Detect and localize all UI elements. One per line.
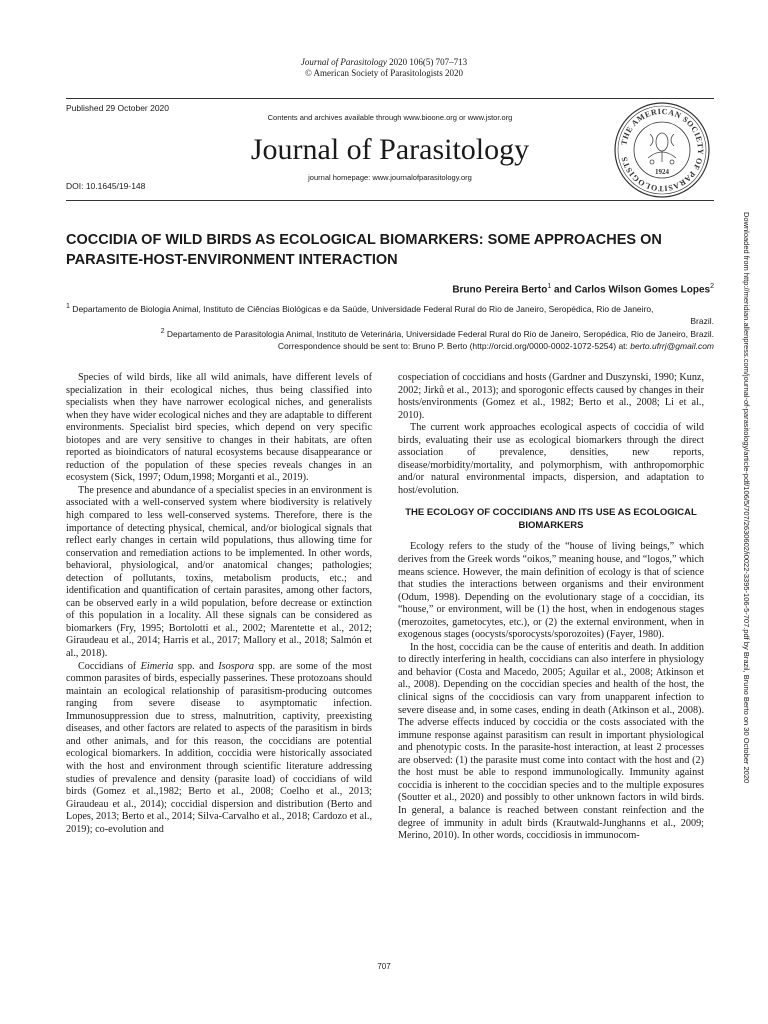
author-1: Bruno Pereira Berto — [452, 284, 548, 296]
seal-year: 1924 — [655, 168, 669, 176]
affiliation-1-mark: 1 — [66, 302, 70, 310]
author-2-affil-mark: 2 — [710, 283, 714, 290]
svg-text:THE AMERICAN SOCIETY OF PARASI — [619, 107, 705, 193]
affiliation-1 — [66, 300, 714, 327]
journal-citation — [0, 57, 768, 79]
seal-ring-text: THE AMERICAN SOCIETY OF PARASITOLOGISTS — [619, 106, 706, 194]
header-rule-bottom — [66, 200, 714, 201]
author-1-affil-mark: 1 — [547, 283, 552, 290]
paragraph: In the host, coccidia can be the cause of enteritis and death. In addition to directly interfering in health, coccidians can also interfere in physiology and behavior (Costa and Macedo, 2005; Aguilar et al., 2008; Atkinson et al., 2008). Depending on the coccidian species and health of the host, the clinical signs of the coccidiosis can vary from unapparent infection to severe disease and, in some cases, ending in death (Atkinson et al., 2008). The adverse effects induced by coccidia or the costs associated with the immune response against parasitism can result in important physiological and phenotypic costs. In the parasite-host interaction, at least 2 processes are observed: (1) the parasite must come into contact with the host and (2) the host must be able to respond immunologically. Immunity against coccidia is inherent to the coccidian species and to the multiple exposures (Soutter et al., 2020) and possibly to other unknown factors in wild birds. In general, a balance is reached between constant reinfection and the degree of immunity in adult birds (Krautwald-Junghanns et al., 2009; Merino, 2010). In other words, coccidiosis in immunocom- — [398, 641, 704, 842]
correspondence-line — [66, 340, 714, 352]
paragraph-text: Coccidians of — [78, 660, 141, 672]
genus-eimeria: Eimeria — [140, 660, 174, 672]
correspondence-email[interactable]: berto.ufrrj@gmail.com — [630, 340, 714, 351]
copyright-line: © American Society of Parasitologists 2020 — [304, 68, 464, 78]
paragraph: The current work approaches ecological aspects of coccidia of wild birds, evaluating their use as ecological biomarkers through the direct association of prevalence, densities, new reports, disease/morbidity/mortality, and polymorphism, with anthropomorphic and/or natural environmental impacts, dispersion, and adaptation to host/evolution. — [398, 422, 704, 496]
paragraph — [66, 661, 372, 837]
section-heading: THE ECOLOGY OF COCCIDIANS AND ITS USE AS ECOLOGICAL BIOMARKERS — [405, 507, 697, 532]
affiliation-1-line2: Brazil. — [690, 315, 714, 326]
affiliation-2-text: Departamento de Parasitologia Animal, Instituto de Veterinária, Universidade Federal Rural do Rio de Janeiro, Seropédica, Rio de Janeiro, Brazil. — [164, 328, 714, 339]
paragraph-text: spp. are some of the most common parasites of birds, especially passerines. These protozoans should maintain an ecological relationship of parasitism-producing outcomes ranging from severe disease to asymptomatic infection. Immunosuppression due to stress, malnutrition, captivity, preexisting diseases, and other factors are related to aspects of the parasitism in birds and other animals, and for this reason, the coccidians are potential ecological biomarkers. In addition, coccidia were historically associated with the host and environment through scientific literature addressing studies of prevalence and density (parasite load) of coccidians of wild birds (Gomez et al.,1982; Berto et al., 2008; Coelho et al., 2013; Giraudeau et al., 2014); coccidial dispersion and distribution (Berto and Lopes, 2013; Berto et al., 2014; Silva-Carvalho et al., 2018; Cardozo et al., 2019); co-evolution and — [66, 660, 372, 835]
paragraph: cospeciation of coccidians and hosts (Gardner and Duszynski, 1990; Kunz, 2002; Jirků et al., 2013); and sporogonic effects caused by changes in their hosts/environments (Gomez et al., 1982; Berto et al., 2008; Li et al., 2010). — [398, 372, 704, 421]
affiliation-2-mark: 2 — [160, 327, 165, 335]
paragraph: Ecology refers to the study of the “house of living beings,” which derives from the Greek words “oikos,” meaning house, and “logos,” which means science. However, the main definition of ecology is that of science that studies the interactions between organisms and their environment (Odum, 1998). Depending on the evolutionary stage of a coccidian, its “house,” or environment, will be (1) the host, when in endogenous stages (merozoites, gametocytes, etc.), or (2) the external environment, when in exogenous stages (oocysts/sporocysts/sporozoites) (Fayer, 1980). — [398, 541, 704, 641]
header-rule-top — [66, 98, 714, 99]
genus-isospora: Isospora — [218, 660, 254, 672]
journal-citation-volume: 2020 106(5) 707–713 — [386, 57, 468, 67]
paragraph: Species of wild birds, like all wild animals, have different levels of specialization in their ecological niches, thus being classified into specialists when they have narrower ecological niches, and generalists when they have wider ecological niches and they are adaptable to different environments. Specialist bird species, which depend on very specific biotopes and are very sensitive to changes in their habitats, are often reported as bioindicators of natural ecosystems because disappearance or reduction of the population of these species reveals changes in an ecosystem (Sick, 1997; Odum,1998; Morganti et al., 2019). — [66, 372, 372, 484]
affiliation-1-line1 — [66, 300, 714, 315]
affiliation-1-text: Departamento de Biologia Animal, Instituto de Ciências Biológicas e da Saúde, Universidade Federal Rural do Rio de Janeiro, Seropédica, Rio de Janeiro, — [69, 303, 654, 314]
archives-note: Contents and archives available through www.bioone.org or www.jstor.org — [267, 113, 513, 122]
article-title: COCCIDIA OF WILD BIRDS AS ECOLOGICAL BIOMARKERS: SOME APPROACHES ON PARASITE-HOST-ENVIRONMENT INTERACTION — [66, 232, 662, 268]
body-column-left — [66, 372, 372, 836]
correspondence-text: Correspondence should be sent to: Bruno P. Berto (http://orcid.org/0000-0002-1072-5254) at: — [277, 340, 631, 351]
journal-citation-line1 — [0, 57, 768, 68]
journal-citation-name: Journal of Parasitology — [300, 57, 387, 67]
doi: DOI: 10.1645/19-148 — [66, 181, 146, 191]
author-connector: and — [551, 284, 575, 296]
affiliation-2 — [66, 325, 714, 352]
download-watermark: Downloaded from http://meridian.allenpress.com/journal-of-parasitology/article-pdf/106/5/707/2630602/i0022-3395-106-5-707.pdf by Brazil, Bruno Berto on 30 October 2020 — [742, 212, 751, 784]
published-date: Published 29 October 2020 — [66, 103, 170, 113]
page-number: 707 — [377, 962, 391, 971]
journal-masthead-title: Journal of Parasitology — [250, 133, 530, 166]
journal-homepage: journal homepage: www.journalofparasitology.org — [308, 173, 472, 182]
author-2: Carlos Wilson Gomes Lopes — [574, 284, 711, 296]
paragraph-text: spp. and — [173, 660, 219, 672]
author-line — [452, 283, 714, 295]
affiliation-2-line — [66, 325, 714, 340]
paragraph: The presence and abundance of a specialist species in an environment is associated with a well-conserved system where biodiversity is relatively high compared to less well-conserved systems. Therefore, there is the importance of detecting physical, chemical, and/or biological signals that reflect early changes in certain wild populations, thus allowing time for conservation and remediation actions to be implemented. In other words, behavioral, physiological, and/or anatomical changes; pathologies; detection of pollutants, toxins, metabolism products, etc.; and identification and quantification of certain parasites, among other factors, can be observed early in a wild population, before decrease or extinction of this population in a locality. All these signals can be considered as biomarkers (Fry, 1995; Bortolotti et al., 2002; Marentette et al., 2012; Giraudeau et al., 2014; Harris et al., 2017; Mallory et al., 2018; Salmón et al., 2018). — [66, 484, 372, 660]
body-column-right — [398, 372, 704, 843]
society-seal-logo — [612, 100, 712, 200]
